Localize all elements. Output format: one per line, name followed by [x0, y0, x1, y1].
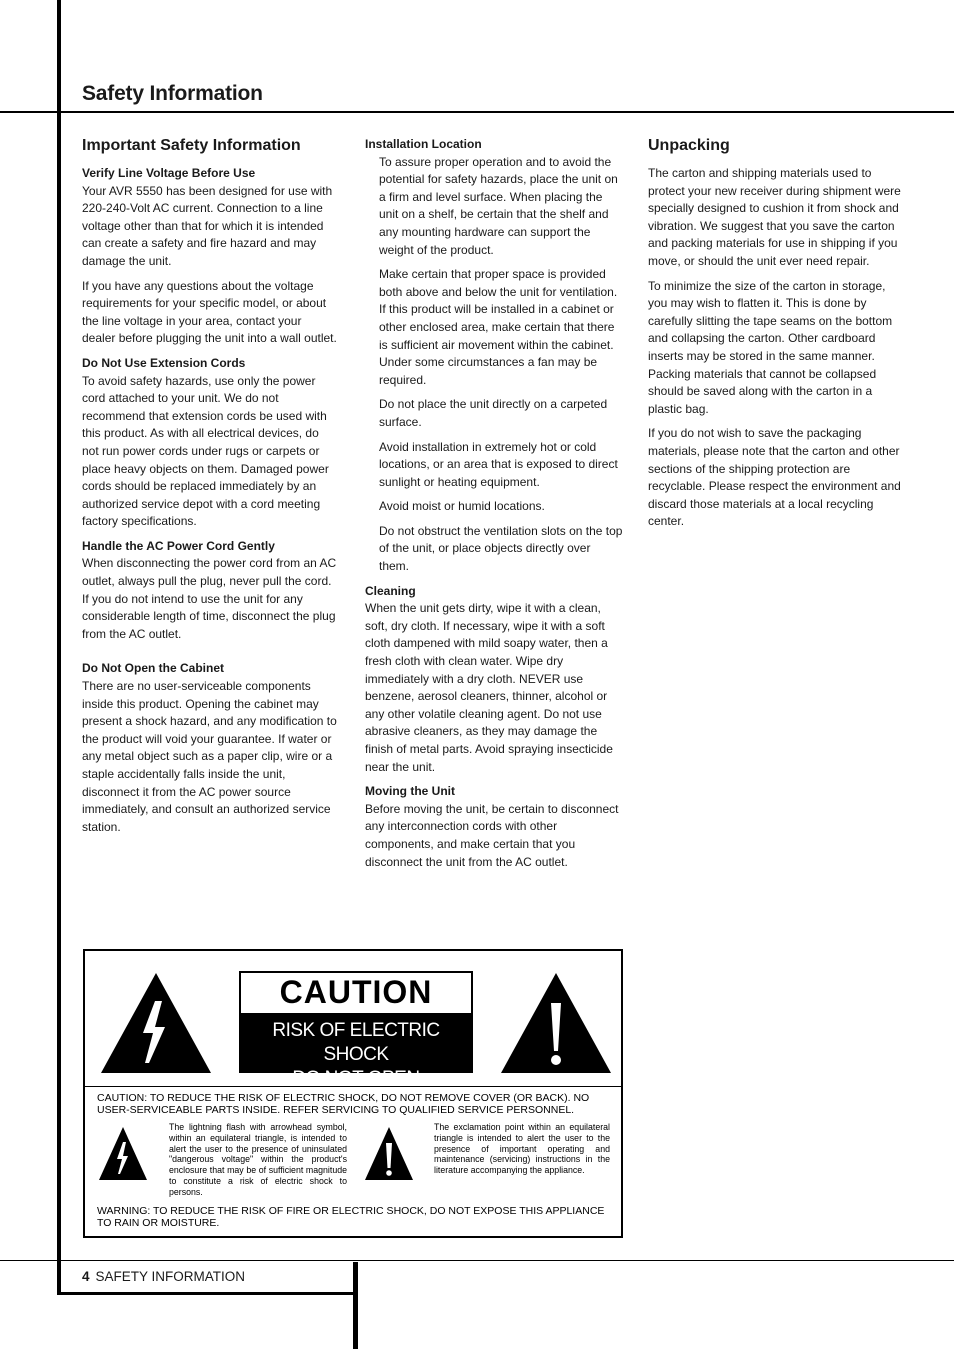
subheading-cabinet: Do Not Open the Cabinet — [82, 661, 224, 676]
footer-rule — [0, 1260, 954, 1261]
subheading-installation-location: Installation Location — [365, 137, 482, 151]
subheading-line-voltage: Verify Line Voltage Before Use — [82, 166, 256, 180]
caution-label — [239, 971, 473, 1089]
risk-line-2: DO NOT OPEN — [292, 1068, 420, 1089]
footer — [82, 1269, 245, 1284]
exclamation-triangle-small-icon — [364, 1126, 414, 1182]
paragraph: Make certain that proper space is provided both above and below the unit for ventilation. If this product will be installed in a cabinet or other enclosed area, make certain that there is sufficient air movement within the cabinet. Under some circumstances a fan may be required. — [379, 267, 618, 387]
paragraph: The carton and shipping materials used to protect your new receiver during shipment were specially designed to cushion it from shock and vibration. We suggest that you save the carton and packing materials for use in shipping if you move, or should the unit ever need repair. — [648, 166, 901, 268]
footer-section: SAFETY INFORMATION — [95, 1269, 246, 1284]
lightning-explanation: The lightning flash with arrowhead symbol, within an equilateral triangle, is intended to alert the user to the presence of uninsulated "dangerous voltage" within the product's enclosure that may be of sufficient magnitude to constitute a risk of electric shock to persons. — [169, 1122, 347, 1197]
footer-divider-bar — [353, 1262, 358, 1349]
paragraph: If you have any questions about the voltage requirements for your specific model, or about the line voltage in your area, contact your dealer before plugging the unit into a wall outlet. — [82, 278, 337, 346]
caution-box — [83, 949, 623, 1238]
left-margin-bar — [57, 0, 61, 1295]
paragraph: Avoid moist or humid locations. — [379, 499, 545, 514]
paragraph: If you do not wish to save the packaging materials, please note that the carton and other sections of the shipping protection are recyclable. Please respect the environment and discard those materials at a local recycling center. — [648, 426, 901, 529]
section-heading-unpacking: Unpacking — [648, 137, 730, 154]
column-3 — [648, 136, 902, 538]
caution-header — [85, 951, 621, 1087]
warning-notice: WARNING: TO REDUCE THE RISK OF FIRE OR ELECTRIC SHOCK, DO NOT EXPOSE THIS APPLIANCE TO RAIN OR MOISTURE. — [97, 1205, 605, 1229]
footer-underline — [57, 1292, 357, 1295]
paragraph: To avoid safety hazards, use only the power cord attached to your unit. We do not recommend that extension cords be used with this product. As with all electrical devices, do not run power cords under rugs or carpets or place heavy objects on them. Damaged power cords should be replaced immediately by an authorized service depot with a cord meeting factory specifications. — [82, 373, 329, 529]
caution-word: CAUTION — [279, 974, 433, 1010]
subheading-moving: Moving the Unit — [365, 784, 455, 799]
lightning-triangle-small-icon — [98, 1126, 148, 1182]
caution-notice: CAUTION: TO REDUCE THE RISK OF ELECTRIC SHOCK, DO NOT REMOVE COVER (OR BACK). NO USER-SERVICEABLE PARTS INSIDE. REFER SERVICING TO QUALIFIED SERVICE PERSONNEL. — [97, 1092, 590, 1116]
paragraph: To minimize the size of the carton in storage, you may wish to flatten it. This is done by carefully slitting the tape seams on the bottom and collapsing the carton. Other cardboard inserts may be stored in the same manner. Packing materials that cannot be collapsed should be saved along with the carton in a plastic bag. — [648, 278, 893, 416]
column-1 — [82, 136, 338, 843]
paragraph: Do not place the unit directly on a carpeted surface. — [379, 397, 608, 429]
paragraph: Do not obstruct the ventilation slots on the top of the unit, or place objects directly over them. — [379, 523, 623, 574]
risk-label — [241, 1013, 471, 1089]
column-2 — [365, 136, 623, 878]
subheading-cleaning: Cleaning — [365, 583, 416, 598]
title-rule — [0, 111, 954, 113]
subheading-power-cord: Handle the AC Power Cord Gently — [82, 538, 275, 553]
paragraph: Your AVR 5550 has been designed for use with 220-240-Volt AC current. Connection to a line voltage other than that for which it is intended can create a safety and fire hazard and may damage the unit. — [82, 183, 333, 268]
paragraph: Avoid installation in extremely hot or cold locations, or an area that is exposed to direct sunlight or heating equipment. — [379, 439, 618, 489]
paragraph: To assure proper operation and to avoid the potential for safety hazards, place the unit on a firm and level surface. When placing the unit on a shelf, be certain that the shelf and any mounting hardware can support the weight of the product. — [379, 154, 618, 257]
paragraph: When disconnecting the power cord from an AC outlet, always pull the plug, never pull the cord. If you do not intend to use the unit for any considerable length of time, disconnect the plug from the AC outlet. — [82, 556, 337, 641]
exclamation-triangle-icon — [499, 971, 613, 1075]
section-heading-important-safety: Important Safety Information — [82, 137, 301, 154]
paragraph: There are no user-serviceable components inside this product. Opening the cabinet may present a shock hazard, and any modification to the product will void your guarantee. If water or any metal object such as a paper clip, wire or a staple accidentally falls inside the unit, disconnect it from the AC power source immediately, and consult an authorized service station. — [82, 679, 337, 834]
page-number: 4 — [82, 1269, 90, 1284]
page-title: Safety Information — [82, 82, 263, 105]
exclamation-explanation: The exclamation point within an equilateral triangle is intended to alert the user to the presence of important operating and maintenance (servicing) instructions in the literature accompanying the appliance. — [434, 1122, 610, 1176]
paragraph: Before moving the unit, be certain to disconnect any interconnection cords with other components, and make certain that you disconnect the unit from the AC outlet. — [365, 801, 619, 869]
risk-line-1: RISK OF ELECTRIC SHOCK — [272, 1020, 440, 1065]
lightning-triangle-icon — [99, 971, 213, 1075]
subheading-extension-cords: Do Not Use Extension Cords — [82, 355, 246, 370]
paragraph: When the unit gets dirty, wipe it with a clean, soft, dry cloth. If necessary, wipe it with a soft cloth dampened with mild soapy water, then a fresh cloth with clean water. Wipe dry immediately with a dry cloth. NEVER use benzene, aerosol cleaners, thinner, alcohol or any other volatile cleaning agent. Do not use abrasive cleaners, as they may damage the finish of metal parts. Avoid spraying insecticide near the unit. — [365, 601, 613, 774]
